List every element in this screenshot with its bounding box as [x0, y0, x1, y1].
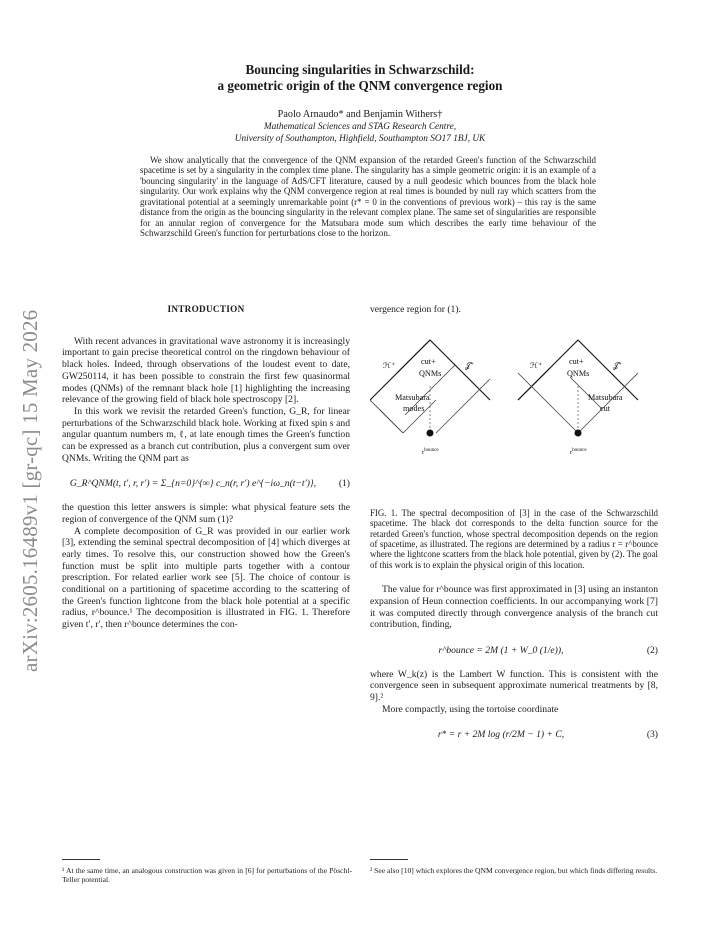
- equation-number: (2): [646, 644, 658, 656]
- paragraph: In this work we revisit the retarded Green's function, G_R, for linear perturbations of the Schwarzschild black hole. Working at fixed spin s and angular quantum numbers m, ℓ, at late enough times the Green's function can be expressed as a branch cut contribution, plus a convergent sum over QNMs. Writing the QNM part as: [62, 405, 350, 464]
- horizon-label-left: ℋ⁺: [383, 360, 396, 370]
- equation-body: r^bounce = 2M (1 + W_0 (1/e)),: [438, 644, 564, 656]
- equation-body: r* = r + 2M log (r/2M − 1) + C,: [437, 729, 565, 741]
- author-list: Paolo Arnaudo* and Benjamin Withers†: [277, 109, 443, 120]
- equation-number: (1): [338, 478, 350, 490]
- affiliation-line2: University of Southampton, Highfield, Southampton SO17 1BJ, UK: [234, 134, 486, 144]
- right-column: [370, 304, 658, 753]
- cut-label-left: cut+: [421, 356, 436, 366]
- cut-label-right: cut+: [569, 356, 584, 366]
- paragraph: where W_k(z) is the Lambert W function. This is consistent with the convergence seen in subsequent approximate numerical treatments by [8, 9].²: [370, 668, 658, 704]
- footnote-2: ² See also [10] which explores the QNM convergence region, but which finds differing results.: [370, 866, 658, 875]
- paragraph: A complete decomposition of G_R was provided in our earlier work [3], extending the seminal spectral decomposition of [4] which diverges at early times. To resolve this, our construction showed how the Green's function must be split into multiple parts together with a contour prescription. For related earlier work see [5]. The choice of contour is conditional on a partitioning of spacetime according to the scattering of the Green's function lightcone from the black hole potential at a specific radius, r^bounce.¹ The decomposition is illustrated in FIG. 1. Therefore given t′, r′, then r^bounce determines the con-: [62, 525, 350, 631]
- matsubara-label-left: Matsubara: [395, 392, 430, 402]
- arxiv-identifier: arXiv:2605.16489v1 [gr-qc] 15 May 2026: [18, 309, 42, 672]
- abstract: [140, 155, 596, 239]
- qnms-label-right: QNMs: [567, 368, 590, 378]
- equation-body: G_R^QNM(t, t′, r, r′) = Σ_{n=0}^{∞} c_n(r, r′) e^{−iω_n(t−t′)},: [69, 478, 317, 490]
- r-bounce-label-left: $r^{bounce}$: [422, 447, 439, 456]
- figure-1: [370, 330, 658, 490]
- abstract-text: We show analytically that the convergence of the QNM expansion of the retarded Green's function of the Schwarzschild spacetime is set by a singularity in the complex time plane. The singularity has a simple geometric origin: it is an example of a 'bouncing singularity' in the language of AdS/CFT literature, caused by a null geodesic which bounces from the black hole singularity. Our work explains why the QNM convergence region at real times is bounded by null ray which scatters from the gravitational potential at a seemingly unremarkable point (r* = 0 in the conventions of previous work) – this ray is the same distance from the origin as the bouncing singularity in the relevant complex plane. The same set of singularities are responsible for an annular region of convergence for the Matsubara mode sum which describes the early time behaviour of the Schwarzschild Green's function for perturbations close to the horizon.: [140, 155, 596, 239]
- paragraph: More compactly, using the tortoise coordinate: [382, 703, 559, 715]
- paragraph: the question this letter answers is simple: what physical feature sets the region of convergence of the QNM sum (1)?: [62, 502, 350, 525]
- penrose-diagrams: [370, 330, 658, 490]
- footnote-rule: [62, 859, 100, 860]
- qnms-label-left: QNMs: [419, 368, 442, 378]
- modes-label-left: modes: [403, 403, 425, 413]
- penrose-diagram-right: [518, 340, 638, 436]
- left-column: [62, 304, 350, 631]
- cut-label-right-bottom: cut: [600, 403, 611, 413]
- paragraph: vergence region for (1).: [370, 304, 461, 315]
- paper-title-line2: a geometric origin of the QNM convergence region: [217, 78, 503, 93]
- equation-2: [370, 645, 658, 657]
- affiliation-line1: Mathematical Sciences and STAG Research Centre,: [263, 122, 457, 132]
- r-bounce-label-right: $r^{bounce}$: [570, 447, 587, 456]
- paragraph: With recent advances in gravitational wave astronomy it is increasingly important to gain precise theoretical control on the ringdown behaviour of black holes. Indeed, through observations of the loudest event to date, GW250114, it has been possible to constrain the first few quasinormal modes (QNMs) of the remnant black hole [1] highlighting the increasing relevance of the growing field of black hole spectroscopy [2].: [62, 335, 350, 406]
- scri-label-right: 𝒥⁺: [613, 360, 622, 370]
- section-heading: INTRODUCTION: [167, 304, 245, 314]
- equation-number: (3): [646, 729, 658, 741]
- footnote-1: ¹ At the same time, an analogous construction was given in [6] for perturbations of the Pöschl-Teller potential.: [62, 866, 352, 885]
- penrose-diagram-left: [370, 340, 490, 436]
- equation-1: [62, 478, 350, 490]
- paragraph: The value for r^bounce was first approximated in [3] using an instanton expansion of Heun connection coefficients. In our accompanying work [7] it was computed directly through convergence analysis of the branch cut contribution, finding,: [370, 584, 658, 631]
- horizon-label-right: ℋ⁺: [530, 360, 543, 370]
- footnote-rule: [370, 859, 408, 860]
- equation-3: [370, 729, 658, 741]
- paper-title-line1: Bouncing singularities in Schwarzschild:: [245, 62, 475, 77]
- figure-caption: FIG. 1. The spectral decomposition of [3] in the case of the Schwarzschild spacetime. The black dot corresponds to the delta function source for the retarded Green's function, whose spectral decomposition depends on the region of spacetime, as illustrated. The regions are determined by a radius r = r^bounce where the lightcone scatters from the black hole potential, given by (2). The goal of this work is to explain the physical origin of this location.: [370, 507, 658, 570]
- matsubara-label-right: Matsubara: [588, 392, 623, 402]
- scri-label-left: 𝒥⁺: [465, 360, 474, 370]
